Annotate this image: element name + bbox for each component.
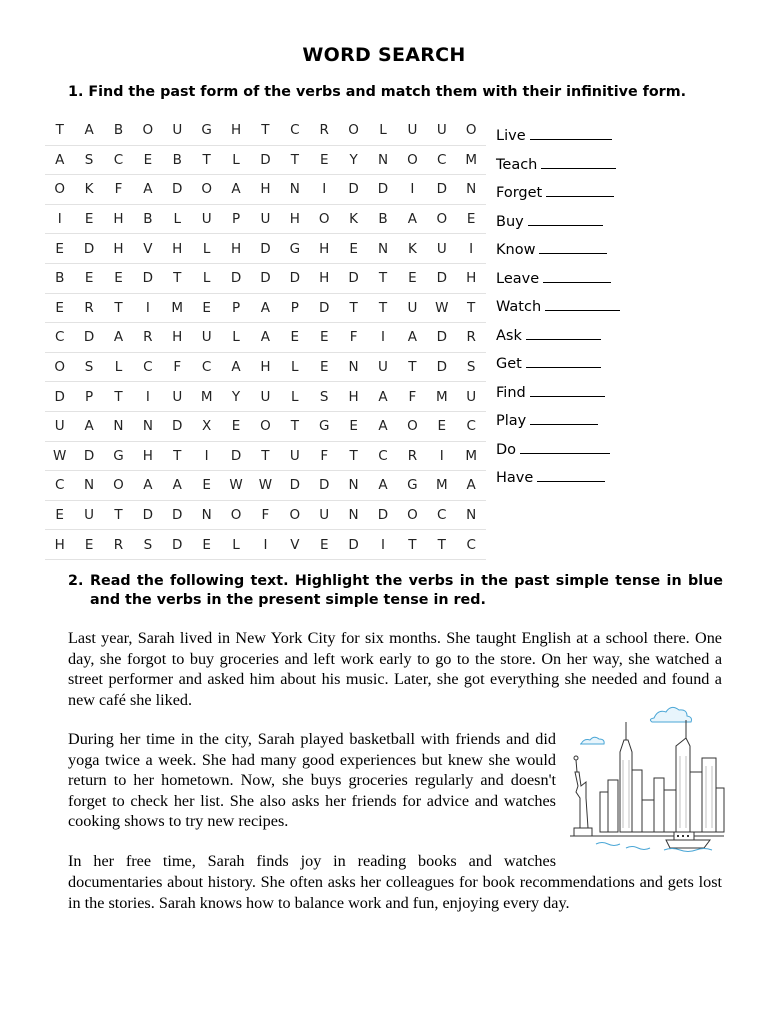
grid-letter[interactable]: P <box>221 293 250 323</box>
grid-letter[interactable]: U <box>310 500 339 530</box>
grid-letter[interactable]: D <box>339 175 368 205</box>
grid-letter[interactable]: U <box>368 352 397 382</box>
grid-row <box>45 293 486 323</box>
grid-letter[interactable]: A <box>104 323 133 353</box>
grid-letter[interactable]: D <box>368 175 397 205</box>
verb-word: Do <box>496 441 517 458</box>
grid-letter[interactable]: E <box>45 234 74 264</box>
grid-letter[interactable]: L <box>221 145 250 175</box>
grid-letter[interactable]: A <box>251 293 280 323</box>
grid-letter[interactable]: H <box>280 204 309 234</box>
grid-letter[interactable]: R <box>456 323 485 353</box>
new-york-skyline-icon <box>566 700 726 860</box>
grid-letter[interactable]: I <box>133 293 162 323</box>
grid-row <box>45 204 486 234</box>
grid-letter[interactable]: M <box>163 293 192 323</box>
grid-letter[interactable]: R <box>74 293 103 323</box>
grid-letter[interactable]: L <box>104 352 133 382</box>
verb-item <box>496 268 620 297</box>
grid-letter[interactable]: H <box>104 234 133 264</box>
grid-letter[interactable]: L <box>221 323 250 353</box>
grid-letter[interactable]: V <box>280 530 309 560</box>
grid-letter[interactable]: T <box>251 116 280 145</box>
verb-word: Get <box>496 356 522 372</box>
grid-letter[interactable]: L <box>192 234 221 264</box>
grid-letter[interactable]: C <box>368 441 397 471</box>
grid-letter[interactable]: U <box>163 382 192 412</box>
grid-letter[interactable]: M <box>456 441 485 471</box>
grid-letter[interactable]: O <box>280 500 309 530</box>
grid-letter[interactable]: Y <box>339 145 368 175</box>
grid-letter[interactable]: I <box>427 441 456 471</box>
grid-letter[interactable]: U <box>251 204 280 234</box>
grid-letter[interactable]: N <box>133 411 162 441</box>
grid-letter[interactable]: D <box>163 411 192 441</box>
grid-letter[interactable]: B <box>45 263 74 293</box>
grid-letter[interactable]: N <box>280 175 309 205</box>
grid-letter[interactable]: Y <box>221 382 250 412</box>
verb-word: Know <box>496 242 536 258</box>
grid-letter[interactable]: T <box>339 293 368 323</box>
grid-letter[interactable]: C <box>456 411 485 441</box>
answer-blank[interactable] <box>528 211 603 226</box>
paragraph-1: Last year, Sarah lived in New York City for six months. She taught English at a school there. One day, she forgot to buy groceries and left work early to go to the store. On her way, she watched a street performer and asked him about his music. Later, she got everything she needed and found a new café she liked. <box>68 629 722 709</box>
grid-letter[interactable]: A <box>221 175 250 205</box>
grid-letter[interactable]: O <box>104 471 133 501</box>
grid-letter[interactable]: C <box>133 352 162 382</box>
grid-letter[interactable]: U <box>398 116 427 145</box>
grid-letter[interactable]: T <box>339 441 368 471</box>
grid-letter[interactable]: W <box>427 293 456 323</box>
grid-letter[interactable]: T <box>192 145 221 175</box>
grid-letter[interactable]: I <box>192 441 221 471</box>
grid-letter[interactable]: U <box>398 293 427 323</box>
verb-item <box>496 325 620 354</box>
grid-letter[interactable]: O <box>398 145 427 175</box>
grid-letter[interactable]: T <box>368 263 397 293</box>
grid-letter[interactable]: N <box>339 500 368 530</box>
grid-letter[interactable]: O <box>133 116 162 145</box>
grid-letter[interactable]: E <box>398 263 427 293</box>
grid-letter[interactable]: D <box>74 323 103 353</box>
grid-row <box>45 500 486 530</box>
grid-letter[interactable]: L <box>280 382 309 412</box>
grid-letter[interactable]: E <box>192 293 221 323</box>
grid-letter[interactable]: N <box>456 500 485 530</box>
verb-word: Buy <box>496 213 524 230</box>
verb-word: Ask <box>496 327 522 344</box>
grid-letter[interactable]: A <box>251 323 280 353</box>
grid-letter[interactable]: X <box>192 411 221 441</box>
grid-letter[interactable]: U <box>192 323 221 353</box>
grid-letter[interactable]: C <box>45 471 74 501</box>
grid-letter[interactable]: W <box>45 441 74 471</box>
grid-letter[interactable]: O <box>456 116 485 145</box>
grid-letter[interactable]: I <box>368 530 397 560</box>
grid-letter[interactable]: H <box>310 234 339 264</box>
verb-item <box>496 382 620 411</box>
grid-letter[interactable]: S <box>456 352 485 382</box>
grid-letter[interactable]: C <box>427 145 456 175</box>
grid-letter[interactable]: L <box>221 530 250 560</box>
grid-letter[interactable]: P <box>74 382 103 412</box>
grid-letter[interactable]: O <box>398 411 427 441</box>
grid-letter[interactable]: F <box>104 175 133 205</box>
grid-letter[interactable]: T <box>45 116 74 145</box>
grid-letter[interactable]: F <box>251 500 280 530</box>
grid-letter[interactable]: A <box>133 471 162 501</box>
grid-letter[interactable]: R <box>133 323 162 353</box>
grid-letter[interactable]: H <box>251 352 280 382</box>
grid-letter[interactable]: A <box>398 204 427 234</box>
grid-letter[interactable]: D <box>74 234 103 264</box>
grid-letter[interactable]: A <box>74 116 103 145</box>
grid-letter[interactable]: I <box>310 175 339 205</box>
answer-blank[interactable] <box>546 182 614 197</box>
grid-letter[interactable]: G <box>310 411 339 441</box>
grid-letter[interactable]: R <box>104 530 133 560</box>
grid-letter[interactable]: A <box>133 175 162 205</box>
grid-letter[interactable]: O <box>251 411 280 441</box>
answer-blank[interactable] <box>541 154 616 169</box>
grid-letter[interactable]: H <box>310 263 339 293</box>
grid-row <box>45 530 486 560</box>
grid-letter[interactable]: T <box>427 530 456 560</box>
grid-letter[interactable]: I <box>45 204 74 234</box>
grid-letter[interactable]: E <box>45 500 74 530</box>
grid-letter[interactable]: U <box>251 382 280 412</box>
grid-letter[interactable]: S <box>74 145 103 175</box>
verb-word: Have <box>496 470 534 486</box>
paragraph-3-rest: documentaries about history. She often asks her colleagues for book recommendations and gets lost in the stories. Sarah knows how to balance work and fun, enjoying every day. <box>68 873 722 912</box>
grid-letter[interactable]: U <box>427 116 456 145</box>
grid-letter[interactable]: H <box>221 234 250 264</box>
grid-letter[interactable]: E <box>221 411 250 441</box>
grid-letter[interactable]: E <box>310 145 339 175</box>
grid-letter[interactable]: H <box>104 204 133 234</box>
grid-letter[interactable]: M <box>456 145 485 175</box>
grid-row <box>45 263 486 293</box>
grid-letter[interactable]: E <box>310 323 339 353</box>
grid-letter[interactable]: O <box>398 500 427 530</box>
grid-letter[interactable]: C <box>427 500 456 530</box>
grid-letter[interactable]: T <box>163 441 192 471</box>
grid-letter[interactable]: I <box>133 382 162 412</box>
grid-letter[interactable]: A <box>45 145 74 175</box>
grid-letter[interactable]: B <box>368 204 397 234</box>
grid-letter[interactable]: N <box>368 234 397 264</box>
grid-letter[interactable]: D <box>163 500 192 530</box>
grid-letter[interactable]: T <box>280 145 309 175</box>
verb-item <box>496 410 620 439</box>
grid-letter[interactable]: H <box>339 382 368 412</box>
question-2 <box>68 572 723 609</box>
grid-letter[interactable]: O <box>310 204 339 234</box>
grid-letter[interactable]: K <box>398 234 427 264</box>
answer-blank[interactable] <box>520 439 610 454</box>
grid-letter[interactable]: E <box>310 352 339 382</box>
verb-item <box>496 353 620 382</box>
grid-letter[interactable]: O <box>427 204 456 234</box>
verb-word: Live <box>496 128 526 144</box>
grid-letter[interactable]: D <box>427 263 456 293</box>
verb-word: Leave <box>496 270 540 287</box>
grid-letter[interactable]: U <box>456 382 485 412</box>
grid-letter[interactable]: U <box>280 441 309 471</box>
grid-letter[interactable]: C <box>104 145 133 175</box>
verb-item <box>496 239 620 268</box>
grid-letter[interactable]: C <box>456 530 485 560</box>
grid-letter[interactable]: D <box>310 471 339 501</box>
grid-row <box>45 441 486 471</box>
grid-letter[interactable]: D <box>221 263 250 293</box>
grid-letter[interactable]: E <box>427 411 456 441</box>
grid-letter[interactable]: D <box>74 441 103 471</box>
grid-letter[interactable]: D <box>133 263 162 293</box>
verb-item <box>496 182 620 211</box>
grid-letter[interactable]: H <box>251 175 280 205</box>
grid-letter[interactable]: O <box>339 116 368 145</box>
grid-letter[interactable]: L <box>163 204 192 234</box>
grid-letter[interactable]: D <box>251 263 280 293</box>
paragraph-2: During her time in the city, Sarah played basketball with friends and did yoga twice a week. She had many good experiences but knew she would return to her hometown. Now, she buys groceries regularly and doesn't forget to check her list. She also asks her friends for advice and watches cooking shows to try new recipes. <box>68 730 556 831</box>
grid-letter[interactable]: A <box>456 471 485 501</box>
grid-letter[interactable]: D <box>427 352 456 382</box>
grid-letter[interactable]: B <box>163 145 192 175</box>
grid-letter[interactable]: E <box>74 530 103 560</box>
grid-letter[interactable]: T <box>280 411 309 441</box>
grid-letter[interactable]: O <box>192 175 221 205</box>
verb-word: Play <box>496 413 527 429</box>
grid-row <box>45 145 486 175</box>
grid-letter[interactable]: F <box>398 382 427 412</box>
grid-letter[interactable]: H <box>163 323 192 353</box>
grid-letter[interactable]: G <box>104 441 133 471</box>
grid-row <box>45 352 486 382</box>
grid-row <box>45 323 486 353</box>
grid-letter[interactable]: B <box>104 116 133 145</box>
verb-word: Find <box>496 384 526 401</box>
grid-letter[interactable]: K <box>74 175 103 205</box>
grid-letter[interactable]: N <box>339 352 368 382</box>
grid-letter[interactable]: N <box>339 471 368 501</box>
grid-letter[interactable]: H <box>133 441 162 471</box>
grid-letter[interactable]: G <box>192 116 221 145</box>
verb-item <box>496 125 620 154</box>
grid-letter[interactable]: D <box>427 323 456 353</box>
grid-letter[interactable]: L <box>368 116 397 145</box>
verb-item <box>496 467 620 496</box>
grid-letter[interactable]: F <box>339 323 368 353</box>
grid-letter[interactable]: E <box>339 234 368 264</box>
grid-letter[interactable]: M <box>192 382 221 412</box>
answer-blank[interactable] <box>530 125 613 140</box>
grid-letter[interactable]: D <box>221 441 250 471</box>
grid-letter[interactable]: H <box>45 530 74 560</box>
verb-word: Watch <box>496 299 542 315</box>
grid-letter[interactable]: P <box>280 293 309 323</box>
grid-letter[interactable]: N <box>456 175 485 205</box>
grid-letter[interactable]: E <box>456 204 485 234</box>
paragraph-3-line-1: In her free time, Sarah finds joy in reading books and watches <box>68 852 556 870</box>
grid-letter[interactable]: E <box>74 204 103 234</box>
grid-letter[interactable]: D <box>45 382 74 412</box>
verb-list <box>496 125 620 496</box>
grid-letter[interactable]: R <box>398 441 427 471</box>
grid-letter[interactable]: A <box>163 471 192 501</box>
grid-letter[interactable]: A <box>368 382 397 412</box>
grid-letter[interactable]: U <box>45 411 74 441</box>
grid-letter[interactable]: T <box>398 352 427 382</box>
grid-letter[interactable]: E <box>339 411 368 441</box>
question-2-number: 2. <box>68 573 84 589</box>
grid-letter[interactable]: U <box>427 234 456 264</box>
grid-letter[interactable]: V <box>133 234 162 264</box>
grid-letter[interactable]: N <box>368 145 397 175</box>
grid-letter[interactable]: U <box>192 204 221 234</box>
grid-letter[interactable]: N <box>74 471 103 501</box>
verb-item <box>496 211 620 240</box>
answer-blank[interactable] <box>543 268 611 283</box>
grid-letter[interactable]: D <box>339 263 368 293</box>
grid-letter[interactable]: T <box>368 293 397 323</box>
answer-blank[interactable] <box>539 239 607 254</box>
grid-letter[interactable]: I <box>456 234 485 264</box>
word-search-grid <box>45 116 486 560</box>
answer-blank[interactable] <box>526 353 601 368</box>
grid-letter[interactable]: C <box>192 352 221 382</box>
grid-row <box>45 382 486 412</box>
grid-row <box>45 411 486 441</box>
answer-blank[interactable] <box>530 382 605 397</box>
question-2-text: Read the following text. Highlight the verbs in the past simple tense in blue and the verbs in the present simple tense in red. <box>90 573 723 608</box>
verb-item <box>496 296 620 325</box>
grid-letter[interactable]: P <box>221 204 250 234</box>
answer-blank[interactable] <box>526 325 601 340</box>
grid-letter[interactable]: S <box>310 382 339 412</box>
grid-letter[interactable]: W <box>221 471 250 501</box>
verb-word: Teach <box>496 156 538 173</box>
grid-letter[interactable]: T <box>456 293 485 323</box>
grid-letter[interactable]: I <box>398 175 427 205</box>
grid-letter[interactable]: C <box>280 116 309 145</box>
grid-letter[interactable]: C <box>45 323 74 353</box>
grid-letter[interactable]: M <box>427 471 456 501</box>
verb-item <box>496 154 620 183</box>
grid-letter[interactable]: G <box>398 471 427 501</box>
grid-letter[interactable]: E <box>192 471 221 501</box>
grid-letter[interactable]: A <box>74 411 103 441</box>
grid-letter[interactable]: O <box>45 352 74 382</box>
grid-row <box>45 234 486 264</box>
verb-word: Forget <box>496 185 543 201</box>
grid-letter[interactable]: E <box>45 293 74 323</box>
grid-letter[interactable]: O <box>45 175 74 205</box>
verb-item <box>496 439 620 468</box>
grid-letter[interactable]: E <box>104 263 133 293</box>
grid-letter[interactable]: D <box>280 471 309 501</box>
grid-letter[interactable]: F <box>310 441 339 471</box>
grid-letter[interactable]: A <box>368 471 397 501</box>
grid-letter[interactable]: T <box>104 293 133 323</box>
grid-letter[interactable]: K <box>339 204 368 234</box>
grid-letter[interactable]: N <box>104 411 133 441</box>
grid-letter[interactable]: O <box>221 500 250 530</box>
grid-letter[interactable]: H <box>221 116 250 145</box>
grid-letter[interactable]: D <box>163 530 192 560</box>
grid-letter[interactable]: U <box>74 500 103 530</box>
grid-letter[interactable]: N <box>192 500 221 530</box>
grid-letter[interactable]: S <box>74 352 103 382</box>
grid-letter[interactable]: E <box>192 530 221 560</box>
grid-letter[interactable]: L <box>280 352 309 382</box>
grid-letter[interactable]: A <box>221 352 250 382</box>
grid-letter[interactable]: D <box>133 500 162 530</box>
grid-row <box>45 471 486 501</box>
answer-blank[interactable] <box>530 410 598 425</box>
grid-letter[interactable]: T <box>163 263 192 293</box>
answer-blank[interactable] <box>545 296 620 311</box>
grid-letter[interactable]: I <box>368 323 397 353</box>
answer-blank[interactable] <box>537 467 605 482</box>
grid-letter[interactable]: M <box>427 382 456 412</box>
grid-letter[interactable]: B <box>133 204 162 234</box>
grid-row <box>45 116 486 145</box>
grid-letter[interactable]: T <box>104 500 133 530</box>
grid-letter[interactable]: T <box>398 530 427 560</box>
grid-letter[interactable]: A <box>368 411 397 441</box>
grid-letter[interactable]: W <box>251 471 280 501</box>
grid-letter[interactable]: H <box>163 234 192 264</box>
grid-letter[interactable]: T <box>104 382 133 412</box>
grid-letter[interactable]: D <box>280 263 309 293</box>
grid-letter[interactable]: D <box>339 530 368 560</box>
grid-letter[interactable]: A <box>398 323 427 353</box>
grid-letter[interactable]: F <box>163 352 192 382</box>
grid-letter[interactable]: R <box>310 116 339 145</box>
grid-letter[interactable]: I <box>251 530 280 560</box>
question-1: 1. Find the past form of the verbs and match them with their infinitive form. <box>68 84 687 100</box>
grid-letter[interactable]: E <box>280 323 309 353</box>
grid-letter[interactable]: D <box>310 293 339 323</box>
grid-letter[interactable]: D <box>251 145 280 175</box>
grid-row <box>45 175 486 205</box>
worksheet-title: WORD SEARCH <box>302 44 466 66</box>
grid-letter[interactable]: E <box>310 530 339 560</box>
grid-letter[interactable]: H <box>456 263 485 293</box>
grid-letter[interactable]: D <box>427 175 456 205</box>
grid-letter[interactable]: T <box>251 441 280 471</box>
grid-letter[interactable]: G <box>280 234 309 264</box>
grid-letter[interactable]: E <box>133 145 162 175</box>
grid-letter[interactable]: D <box>368 500 397 530</box>
grid-letter[interactable]: L <box>192 263 221 293</box>
grid-letter[interactable]: S <box>133 530 162 560</box>
grid-letter[interactable]: D <box>163 175 192 205</box>
grid-letter[interactable]: U <box>163 116 192 145</box>
grid-letter[interactable]: D <box>251 234 280 264</box>
grid-letter[interactable]: E <box>74 263 103 293</box>
